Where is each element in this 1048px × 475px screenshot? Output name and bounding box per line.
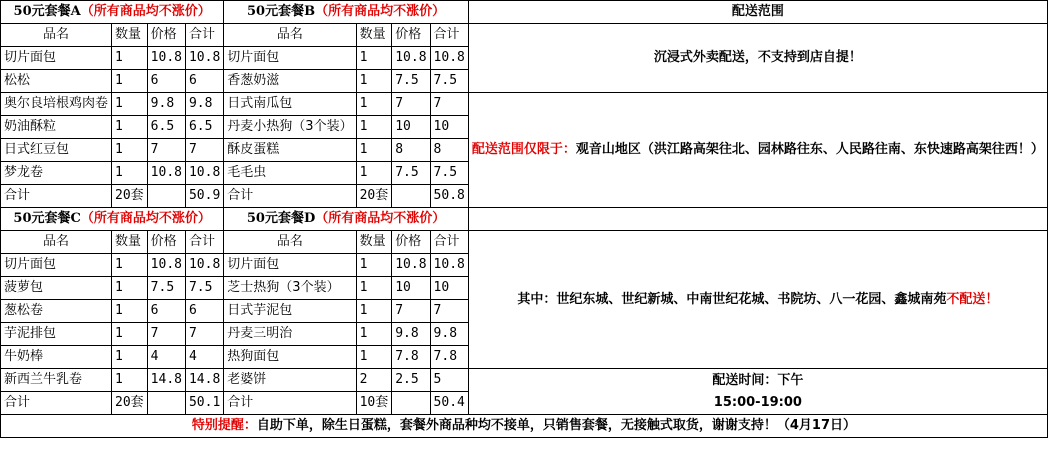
item-total: 6 (185, 300, 223, 323)
item-total: 4 (185, 346, 223, 369)
item-price: 7 (392, 93, 430, 116)
item-name: 牛奶棒 (1, 346, 112, 369)
col-header-qty-b: 数量 (356, 24, 392, 47)
item-price: 10.8 (147, 47, 185, 70)
col-header-qty-a: 数量 (112, 24, 148, 47)
item-price: 9.8 (392, 323, 430, 346)
total-sets: 20套 (112, 392, 148, 415)
item-total: 7.5 (430, 162, 468, 185)
item-price: 7.5 (147, 277, 185, 300)
item-total: 10 (430, 277, 468, 300)
item-total: 10.8 (185, 254, 223, 277)
item-price: 7 (392, 300, 430, 323)
item-name: 香葱奶滋 (224, 70, 356, 93)
item-qty: 1 (112, 139, 148, 162)
item-qty: 1 (112, 277, 148, 300)
item-name: 松松 (1, 70, 112, 93)
delivery-title: 配送范围 (468, 1, 1047, 24)
item-total: 10.8 (185, 162, 223, 185)
col-header-total-b: 合计 (430, 24, 468, 47)
total-label: 合计 (224, 392, 356, 415)
item-price: 7 (147, 323, 185, 346)
item-total: 7 (430, 300, 468, 323)
item-price: 8 (392, 139, 430, 162)
item-price: 6 (147, 70, 185, 93)
item-name: 奥尔良培根鸡肉卷 (1, 93, 112, 116)
item-price: 14.8 (147, 369, 185, 392)
item-name: 菠萝包 (1, 277, 112, 300)
col-header-price-c: 价格 (147, 231, 185, 254)
item-price: 7.5 (392, 162, 430, 185)
item-price: 6 (147, 300, 185, 323)
item-qty: 2 (356, 369, 392, 392)
total-amount: 50.9 (185, 185, 223, 208)
item-price: 10.8 (392, 254, 430, 277)
item-qty: 1 (356, 277, 392, 300)
package-b-title: 50元套餐B（所有商品均不涨价） (224, 1, 469, 24)
col-header-total-a: 合计 (185, 24, 223, 47)
item-total: 10 (430, 116, 468, 139)
item-total: 10.8 (430, 254, 468, 277)
item-qty: 1 (356, 254, 392, 277)
total-blank (392, 392, 430, 415)
item-total: 14.8 (185, 369, 223, 392)
item-price: 7 (147, 139, 185, 162)
item-qty: 1 (112, 300, 148, 323)
item-name: 葱松卷 (1, 300, 112, 323)
item-name: 日式芋泥包 (224, 300, 356, 323)
total-sets: 20套 (356, 185, 392, 208)
item-qty: 1 (112, 346, 148, 369)
item-total: 7 (185, 323, 223, 346)
item-total: 5 (430, 369, 468, 392)
col-header-total-d: 合计 (430, 231, 468, 254)
col-header-price-d: 价格 (392, 231, 430, 254)
item-qty: 1 (112, 323, 148, 346)
item-name: 日式红豆包 (1, 139, 112, 162)
table-row (1, 93, 1048, 116)
item-total: 7.5 (430, 70, 468, 93)
item-total: 9.8 (430, 323, 468, 346)
item-qty: 1 (112, 254, 148, 277)
item-price: 10.8 (147, 254, 185, 277)
item-total: 9.8 (185, 93, 223, 116)
total-label: 合计 (224, 185, 356, 208)
col-header-qty-c: 数量 (112, 231, 148, 254)
item-total: 7 (185, 139, 223, 162)
item-qty: 1 (356, 346, 392, 369)
item-qty: 1 (112, 162, 148, 185)
item-total: 10.8 (430, 47, 468, 70)
col-header-name-a: 品名 (1, 24, 112, 47)
item-price: 9.8 (147, 93, 185, 116)
total-blank (392, 185, 430, 208)
item-name: 切片面包 (1, 254, 112, 277)
item-name: 梦龙卷 (1, 162, 112, 185)
item-price: 6.5 (147, 116, 185, 139)
item-name: 芋泥排包 (1, 323, 112, 346)
item-name: 热狗面包 (224, 346, 356, 369)
item-qty: 1 (356, 162, 392, 185)
total-amount: 50.1 (185, 392, 223, 415)
item-price: 4 (147, 346, 185, 369)
item-price: 10 (392, 116, 430, 139)
item-qty: 1 (112, 369, 148, 392)
total-amount: 50.4 (430, 392, 468, 415)
total-amount: 50.8 (430, 185, 468, 208)
item-price: 10.8 (147, 162, 185, 185)
item-qty: 1 (112, 47, 148, 70)
footer-notice: 特别提醒：自助下单，除生日蛋糕，套餐外商品种均不接单，只销售套餐，无接触式取货，谢谢支持！（4月17日） (1, 415, 1048, 438)
item-total: 7.8 (430, 346, 468, 369)
item-price: 10.8 (392, 47, 430, 70)
item-qty: 1 (112, 70, 148, 93)
item-name: 切片面包 (224, 47, 356, 70)
item-total: 6 (185, 70, 223, 93)
item-qty: 1 (356, 70, 392, 93)
item-price: 10 (392, 277, 430, 300)
item-name: 老婆饼 (224, 369, 356, 392)
item-name: 新西兰牛乳卷 (1, 369, 112, 392)
total-blank (147, 392, 185, 415)
item-name: 酥皮蛋糕 (224, 139, 356, 162)
item-total: 6.5 (185, 116, 223, 139)
col-header-price-a: 价格 (147, 24, 185, 47)
package-d-title: 50元套餐D（所有商品均不涨价） (224, 208, 469, 231)
item-name: 奶油酥粒 (1, 116, 112, 139)
total-label: 合计 (1, 392, 112, 415)
col-header-qty-d: 数量 (356, 231, 392, 254)
col-header-name-b: 品名 (224, 24, 356, 47)
col-header-total-c: 合计 (185, 231, 223, 254)
item-total: 10.8 (185, 47, 223, 70)
item-qty: 1 (356, 93, 392, 116)
item-total: 8 (430, 139, 468, 162)
item-qty: 1 (356, 116, 392, 139)
item-name: 丹麦三明治 (224, 323, 356, 346)
col-header-name-d: 品名 (224, 231, 356, 254)
item-qty: 1 (356, 139, 392, 162)
item-qty: 1 (112, 116, 148, 139)
item-qty: 1 (112, 93, 148, 116)
item-qty: 1 (356, 300, 392, 323)
delivery-note-excluded: 其中：世纪东城、世纪新城、中南世纪花城、书院坊、八一花园、鑫城南苑不配送！ (468, 231, 1047, 369)
item-price: 2.5 (392, 369, 430, 392)
item-qty: 1 (356, 47, 392, 70)
package-c-title: 50元套餐C（所有商品均不涨价） (1, 208, 224, 231)
total-sets: 20套 (112, 185, 148, 208)
item-total: 7 (430, 93, 468, 116)
item-price: 7.8 (392, 346, 430, 369)
total-sets: 10套 (356, 392, 392, 415)
col-header-price-b: 价格 (392, 24, 430, 47)
item-name: 丹麦小热狗（3个装） (224, 116, 356, 139)
side-spacer (468, 208, 1047, 231)
item-name: 切片面包 (224, 254, 356, 277)
item-price: 7.5 (392, 70, 430, 93)
table-row (1, 369, 1048, 392)
item-name: 毛毛虫 (224, 162, 356, 185)
item-total: 7.5 (185, 277, 223, 300)
total-label: 合计 (1, 185, 112, 208)
item-qty: 1 (356, 323, 392, 346)
total-blank (147, 185, 185, 208)
delivery-time: 配送时间：下午 15:00-19:00 (468, 369, 1047, 415)
col-header-name-c: 品名 (1, 231, 112, 254)
package-a-title: 50元套餐A（所有商品均不涨价） (1, 1, 224, 24)
item-name: 芝士热狗（3个装） (224, 277, 356, 300)
item-name: 切片面包 (1, 47, 112, 70)
delivery-note-takeout: 沉浸式外卖配送，不支持到店自提！ (468, 24, 1047, 93)
delivery-note-area: 配送范围仅限于：观音山地区（洪江路高架往北、园林路往东、人民路往南、东快速路高架往西！） (468, 93, 1047, 208)
item-name: 日式南瓜包 (224, 93, 356, 116)
